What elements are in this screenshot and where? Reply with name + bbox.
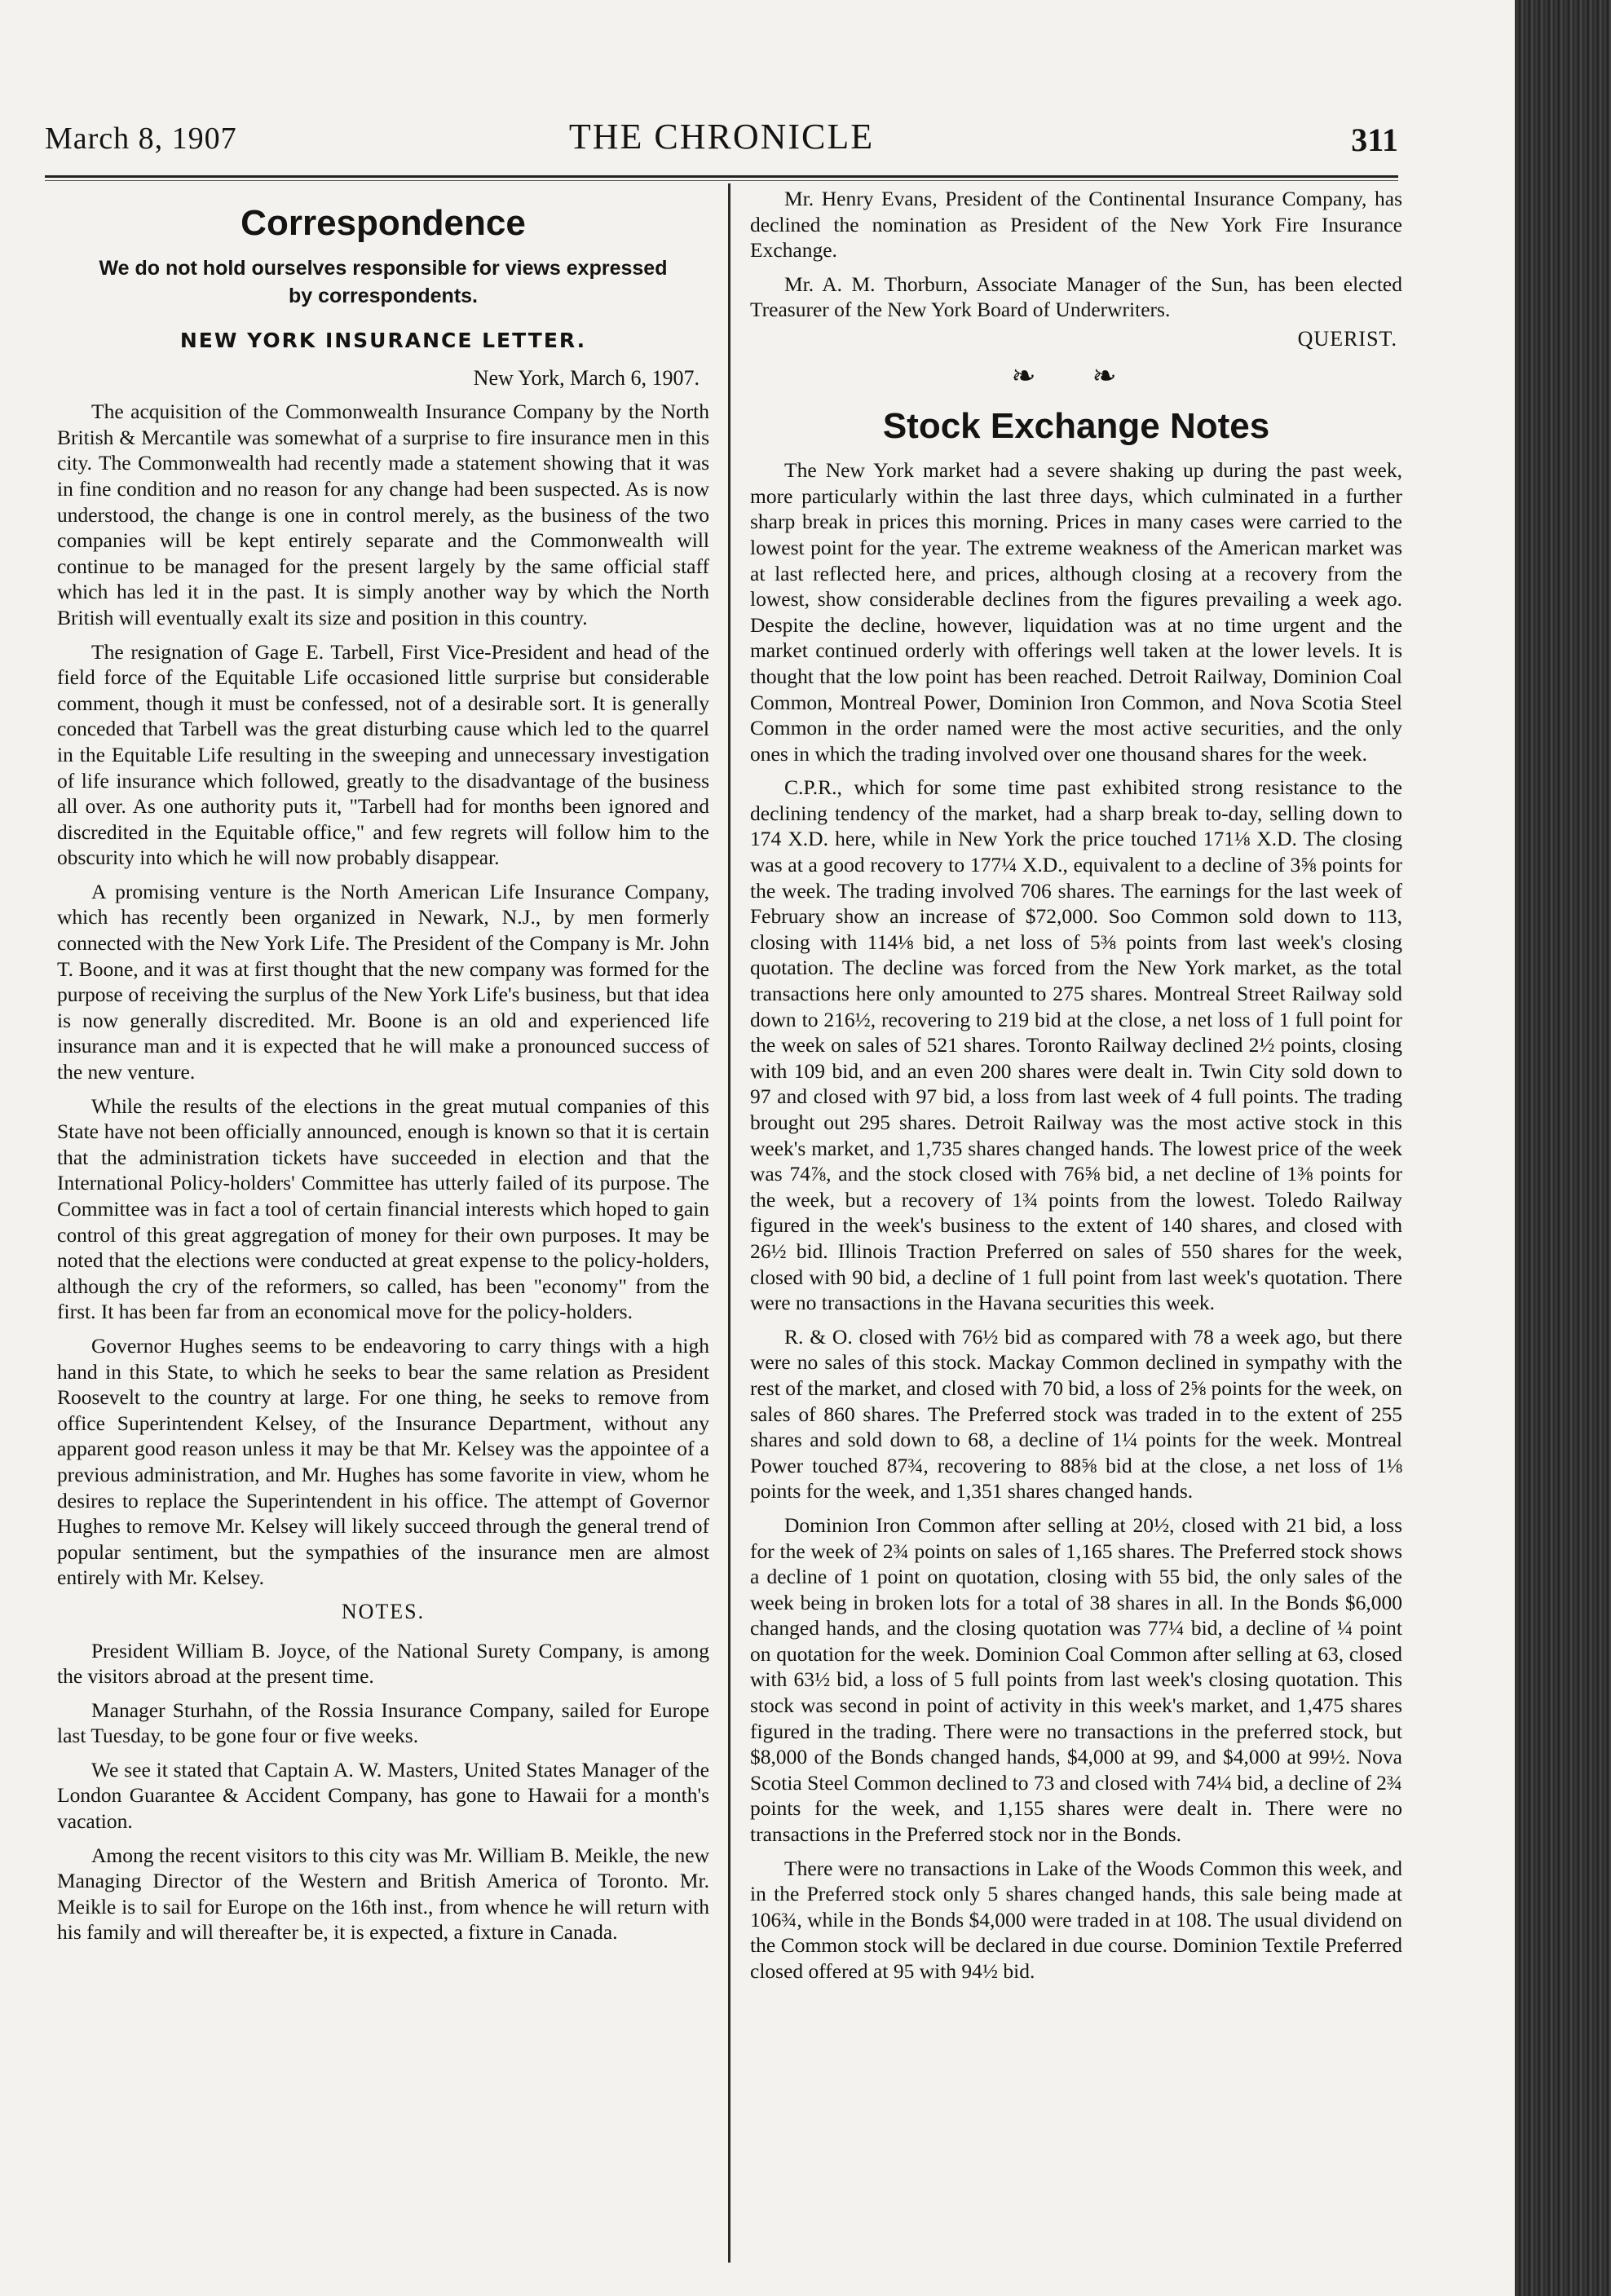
note-paragraph: President William B. Joyce, of the National Surety Company, is among the visitors abroad at the present time. (57, 1638, 709, 1689)
right-column (750, 186, 1402, 1993)
running-head (45, 117, 1398, 161)
issue-date: March 8, 1907 (45, 121, 237, 156)
letter-title: NEW YORK INSURANCE LETTER. (179, 329, 587, 352)
header-rule (45, 175, 1398, 181)
letter-paragraph: Governor Hughes seems to be endeavoring to carry things with a high hand in this State, to which he seeks to bear the same relation as President Roosevelt to the country at large. For one thing, he seeks to remove from office Superintendent Kelsey, of the Insurance Department, without any apparent good reason unless it may be that Mr. Kelsey was the appointee of a previous administration, and Mr. Hughes has some favorite in view, whom he desires to replace the Superintendent in his office. The attempt of Governor Hughes to remove Mr. Kelsey will likely succeed through the general trend of popular sentiment, but the sympathies of the insurance men are almost entirely with Mr. Kelsey. (57, 1333, 709, 1590)
letter-paragraph: While the results of the elections in the great mutual companies of this State have not been officially announced, enough is known so that it is certain that the administration tickets have succeeded in election and that the International Policy-holders' Committee has utterly failed of its purpose. The Committee was in fact a tool of certain financial interests which hoped to gain control of this great aggregation of money for their own purposes. It may be noted that the elections were conducted at great expense to the policy-holders, although the cry of the reformers, so called, has been "economy" from the first. It has been far from an economical move for the policy-holders. (57, 1093, 709, 1324)
correspondence-disclaimer: We do not hold ourselves responsible for views expressed by correspondents. (99, 257, 668, 307)
left-column (57, 186, 709, 1954)
letter-paragraph: A promising venture is the North American Life Insurance Company, which has recently been organized in Newark, N.J., by men formerly connected with the New York Life. The President of the Company is Mr. John T. Boone, and it was at first thought that the new company was formed for the purpose of receiving the surplus of the New York Life's business, but that idea is now generally discredited. Mr. Boone is an old and experienced life insurance man and it is expected that he will make a pronounced success of the new venture. (57, 879, 709, 1084)
stock-paragraph: The New York market had a severe shaking up during the past week, more particularly within the last three days, which culminated in a further sharp break in prices this morning. Prices in many cases were carried to the lowest point for the year. The extreme weakness of the American market was at last reflected here, and prices, although closing at a recovery from the lowest, show considerable declines from the figures prevailing a week ago. Despite the decline, however, liquidation was at no time urgent and the market continued orderly with offerings well taken at the lower levels. It is thought that the low point has been reached. Detroit Railway, Dominion Coal Common, Montreal Power, Dominion Iron Common, and Nova Scotia Steel Common in the order named were the most active securities, and the only ones in which the trading involved over one thousand shares for the week. (750, 458, 1402, 766)
letter-dateline: New York, March 6, 1907. (473, 365, 700, 390)
note-paragraph: Mr. Henry Evans, President of the Continental Insurance Company, has declined the nomination as President of the New York Fire Insurance Exchange. (750, 187, 1402, 263)
note-paragraph: Among the recent visitors to this city was Mr. William B. Meikle, the new Managing Director of the Western and British America of Toronto. Mr. Meikle is to sail for Europe on the 16th inst., from whence he will return with his family and will thereafter be, it is expected, a fixture in Canada. (57, 1843, 709, 1945)
letter-paragraph: The acquisition of the Commonwealth Insurance Company by the North British & Mercantile was somewhat of a surprise to fire insurance men in this city. The Commonwealth had recently made a statement showing that it was in fine condition and no reason for any change had been suspected. As is now understood, the change is one in control merely, as the business of the two companies will be kept entirely separate and the Commonwealth will continue to be managed for the present largely by the same official staff which has led it in the past. It is simply another way by which the North British will eventually exalt its size and position in this country. (57, 400, 709, 629)
stock-paragraph: C.P.R., which for some time past exhibited strong resistance to the declining tendency of the market, had a sharp break to-day, selling down to 174 X.D. here, while in New York the price touched 171⅛ X.D. The closing was at a good recovery to 177¼ X.D., equivalent to a decline of 3⅝ points for the week. The trading involved 706 shares. The earnings for the last week of February show an increase of $72,000. Soo Common sold down to 113, closing with 114⅛ bid, a net loss of 5⅜ points from last week's closing quotation. The decline was forced from the New York market, as the total transactions here only amounted to 275 shares. Montreal Street Railway sold down to 216½, recovering to 219 bid at the close, a net loss of 1 full point for the week on sales of 521 shares. Toronto Railway declined 2½ points, closing with 109 bid, and an even 200 shares were dealt in. Twin City sold down to 97 and closed with 97 bid, a loss from last week of 4 full points. The trading brought out 295 shares. Detroit Railway was the most active stock in this week's market, and 1,735 shares changed hands. The lowest price of the week was 74⅞, and the stock closed with 76⅝ bid, a net decline of 1⅜ points for the week, but a recovery of 1¾ points from the lowest. Toledo Railway figured in the week's business to the extent of 140 shares, and closed with 26½ bid. Illinois Traction Preferred on sales of 550 shares for the week, closed with 90 bid, a decline of 1 full point from last week's quotation. There were no transactions in the Havana securities this week. (750, 775, 1402, 1315)
stock-paragraph: R. & O. closed with 76½ bid as compared with 78 a week ago, but there were no sales of this stock. Mackay Common declined in sympathy with the rest of the market, and closed with 70 bid, a loss of 2⅝ points for the week, on sales of 860 shares. The Preferred stock was traded in to the extent of 255 shares and sold down to 68, a decline of 1¼ points for the week. Montreal Power touched 87¾, recovering to 88⅝ bid at the close, a net loss of 1⅛ points for the week, and 1,351 shares changed hands. (750, 1324, 1402, 1503)
note-paragraph: We see it stated that Captain A. W. Masters, United States Manager of the London Guarantee & Accident Company, has gone to Hawaii for a month's vacation. (57, 1757, 709, 1834)
notes-title: NOTES. (341, 1599, 426, 1623)
book-page-edge (1515, 0, 1611, 2296)
column-divider (728, 183, 730, 2263)
correspondence-title: Correspondence (241, 203, 526, 243)
letter-signature: QUERIST. (1297, 326, 1397, 351)
stock-notes-title: Stock Exchange Notes (882, 406, 1270, 447)
letter-paragraph: The resignation of Gage E. Tarbell, First Vice-President and head of the field force of the Equitable Life occasioned little surprise but considerable comment, though it must be confessed, not of a desirable sort. It is generally conceded that Tarbell was the great disturbing cause which led to the quarrel in the Equitable Life resulting in the sweeping and unnecessary investigation of life insurance which followed, greatly to the disadvantage of the business all over. As one authority puts it, "Tarbell had for months been ignored and discredited in the Equitable office," and few regrets will follow him to the obscurity into which he will now probably disappear. (57, 639, 709, 870)
fleuron-ornament: ❧ ❧ (1011, 359, 1141, 392)
stock-paragraph: There were no transactions in Lake of the Woods Common this week, and in the Preferred stock only 5 shares changed hands, this sale being made at 106¾, while in the Bonds $4,000 were traded in at 108. The usual dividend on the Common stock will be declared in due course. Dominion Textile Preferred closed offered at 95 with 94½ bid. (750, 1856, 1402, 1983)
stock-paragraph: Dominion Iron Common after selling at 20½, closed with 21 bid, a loss for the week of 2¾ points on sales of 1,165 shares. The Preferred stock shows a decline of 1 point on quotation, closing with 55 bid, the only sales of the week being in broken lots for a total of 38 shares in all. In the Bonds $6,000 changed hands, and the closing quotation was 77¼ bid, a decline of ¼ point on quotation for the week. Dominion Coal Common after selling at 63, closed with 63½ bid, a loss of 5 full points from last week's closing quotation. This stock was second in point of activity in this week's market, and 1,475 shares figured in the trading. There were no transactions in the preferred stock, but $8,000 of the Bonds changed hands, $4,000 at 99, and $4,000 at 99½. Nova Scotia Steel Common declined to 73 and closed with 74¼ bid, a decline of 2¾ points for the week, and 1,155 shares were dealt in. There were no transactions in the Preferred stock nor in the Bonds. (750, 1512, 1402, 1847)
note-paragraph: Mr. A. M. Thorburn, Associate Manager of the Sun, has been elected Treasurer of the New York Board of Underwriters. (750, 272, 1402, 322)
note-paragraph: Manager Sturhahn, of the Rossia Insurance Company, sailed for Europe last Tuesday, to be gone four or five weeks. (57, 1698, 709, 1748)
page-number: 311 (1351, 121, 1398, 158)
publication-title: THE CHRONICLE (568, 117, 875, 157)
